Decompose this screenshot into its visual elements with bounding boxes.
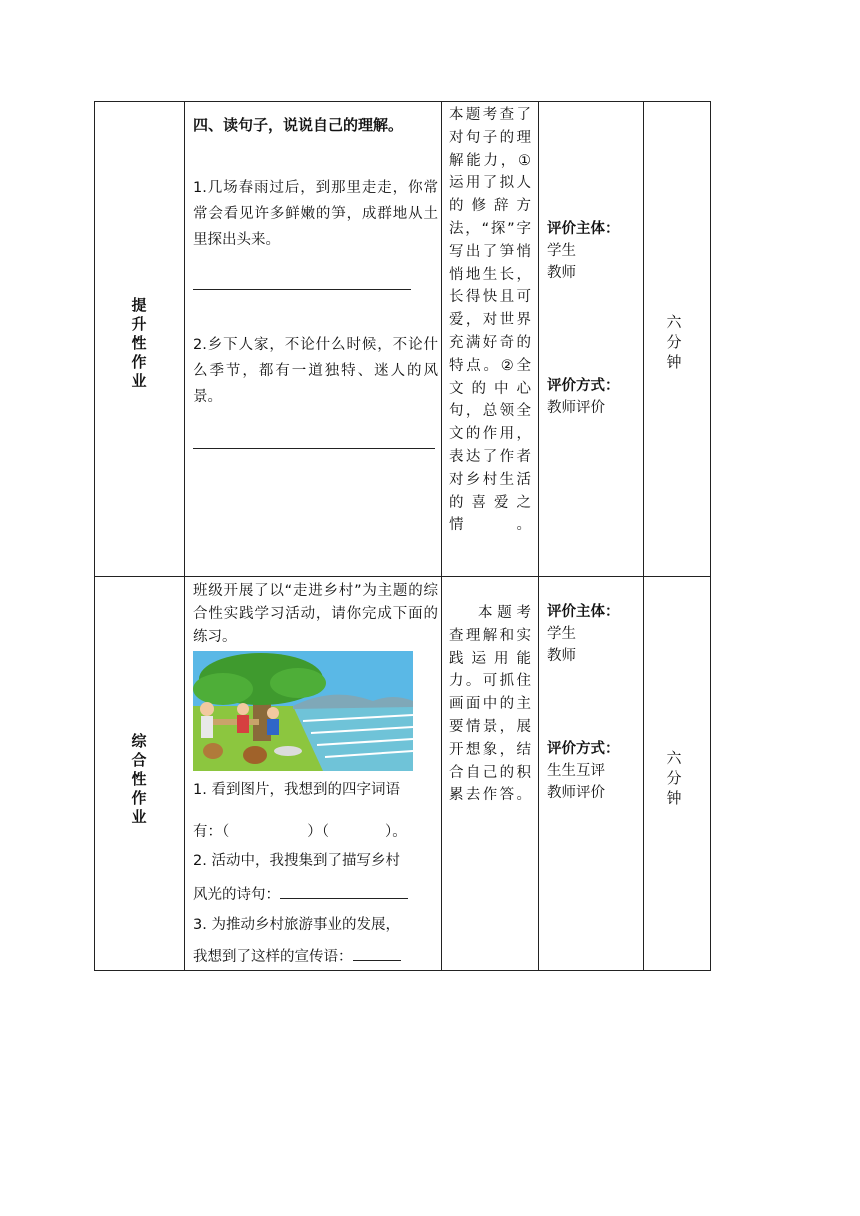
q1-prefix: 有：（: [193, 824, 230, 840]
eval-subject: [547, 601, 620, 667]
q2-answer-blank[interactable]: [280, 882, 408, 899]
eval-method-value-2: 教师评价: [547, 785, 605, 801]
eval-subject-student: 学生: [547, 626, 576, 642]
eval-method-label: 评价方式：: [547, 741, 620, 757]
analysis-text: 本题考查理解和实践运用能力。可抓住画面中的主要情景，展开想象，结合自己的积累去作答。: [449, 605, 531, 804]
eval-subject-student: 学生: [547, 243, 576, 259]
village-scene-image: [193, 651, 413, 771]
q3-line-1: 3. 为推动乡村旅游事业的发展，: [193, 917, 400, 933]
q1-line-1: 1. 看到图片，我想到的四字词语: [193, 782, 400, 798]
q2-line-1: 2. 活动中，我搜集到了描写乡村: [193, 853, 400, 869]
eval-method-value: 生生互评: [547, 763, 605, 779]
homework-table: [94, 101, 711, 971]
activity-intro: 班级开展了以“走进乡村”为主题的综合性实践学习活动，请你完成下面的练习。: [193, 583, 438, 645]
q3-answer-blank[interactable]: [353, 944, 401, 961]
column-divider: [643, 102, 644, 970]
category-label-comprehensive: 综合性作业: [131, 732, 147, 826]
q1-mid: ）（: [307, 824, 329, 840]
eval-method-label: 评价方式：: [547, 378, 620, 394]
q1-line-2: [193, 819, 443, 845]
category-label-enhance: 提升性作业: [131, 296, 147, 390]
eval-method: [547, 738, 620, 804]
eval-subject-teacher: 教师: [547, 265, 576, 281]
question-title: 四、读句子，说说自己的理解。: [193, 116, 404, 134]
q1-suffix: ）。: [385, 824, 407, 840]
q3-prefix: 我想到了这样的宣传语：: [193, 949, 353, 965]
analysis-text: 本题考查了对句子的理解能力，①运用了拟人的修辞方法，“探”字写出了笋悄悄地生长，长得快且可爱，对世界充满好奇的特点。②全文的中心句，总领全文的作用，表达了作者对乡村生活的喜爱之情。: [449, 107, 531, 534]
eval-subject: [547, 218, 620, 284]
eval-method: [547, 375, 620, 419]
answer-line-1[interactable]: [193, 289, 411, 290]
eval-subject-teacher: 教师: [547, 648, 576, 664]
sentence-item-2: 2.乡下人家，不论什么时候，不论什么季节，都有一道独特、迷人的风景。: [193, 337, 438, 405]
q3-line-2: [193, 944, 443, 970]
answer-line-2[interactable]: [193, 448, 435, 449]
eval-subject-label: 评价主体：: [547, 604, 620, 620]
sentence-item-1: 1.几场春雨过后，到那里走走，你常常会看见许多鲜嫩的笋，成群地从土里探出头来。: [193, 180, 438, 248]
eval-subject-label: 评价主体：: [547, 221, 620, 237]
q2-prefix: 风光的诗句：: [193, 887, 280, 903]
eval-method-value: 教师评价: [547, 400, 605, 416]
row-divider: [95, 576, 710, 577]
column-divider: [184, 102, 185, 970]
column-divider: [538, 102, 539, 970]
time-label: 六分钟: [666, 313, 682, 371]
q2-line-2: [193, 882, 443, 908]
time-label: 六分钟: [666, 749, 682, 807]
